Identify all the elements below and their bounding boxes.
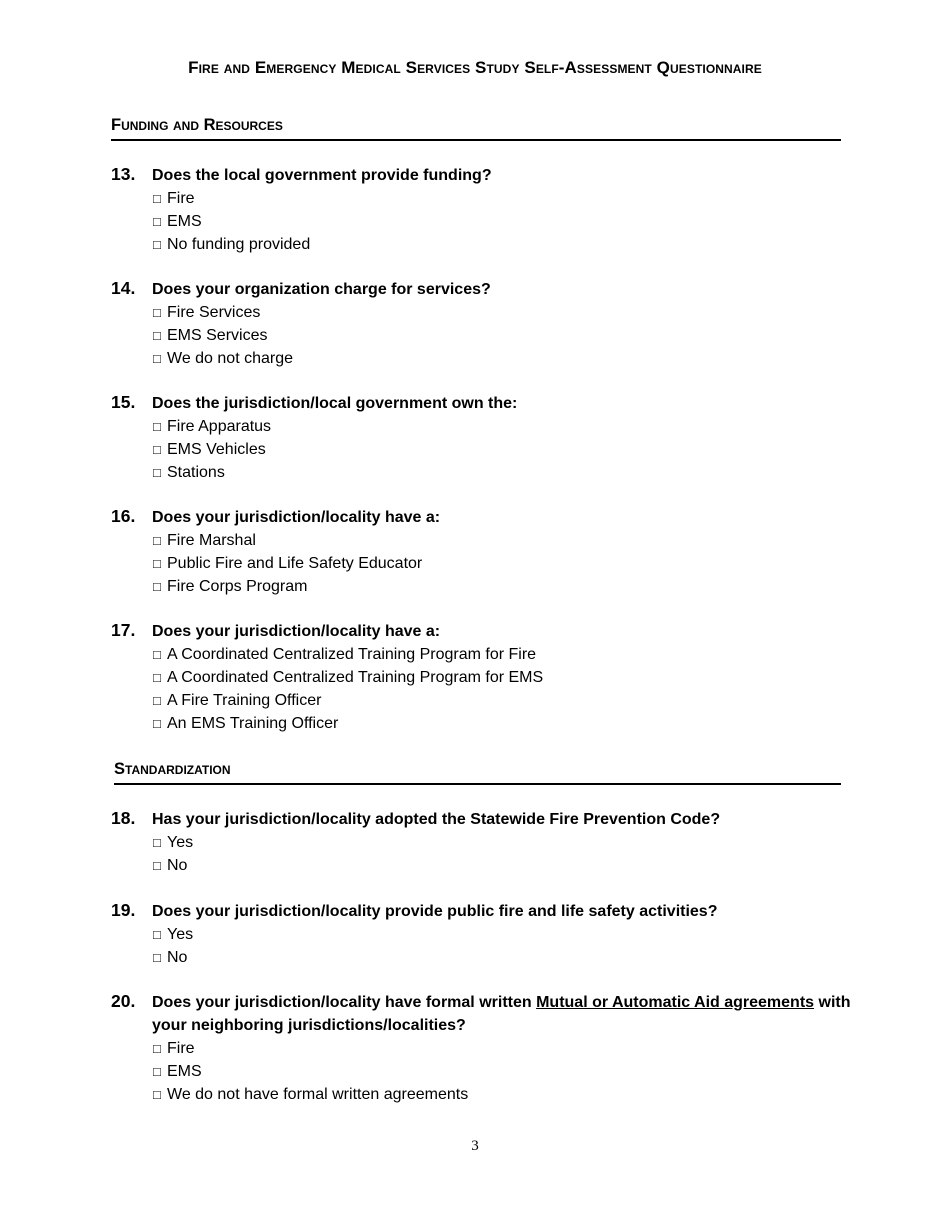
option-ems[interactable] xyxy=(153,1060,851,1083)
checkbox-icon[interactable]: □ xyxy=(153,237,161,252)
question-number: 16. xyxy=(111,506,136,526)
option-label: Fire Marshal xyxy=(167,532,256,549)
option-label: Fire Apparatus xyxy=(167,418,272,435)
option-ems-training-officer[interactable] xyxy=(153,712,851,735)
question-number: 20. xyxy=(111,991,136,1011)
option-no[interactable] xyxy=(153,946,851,969)
option-label: A Coordinated Centralized Training Program for Fire xyxy=(167,646,537,663)
option-label: EMS xyxy=(167,1063,202,1080)
checkbox-icon[interactable]: □ xyxy=(153,1064,161,1079)
option-fire-training-officer[interactable] xyxy=(153,689,851,712)
option-list xyxy=(111,529,851,598)
option-label: Fire xyxy=(167,1040,195,1057)
option-label: Yes xyxy=(167,926,194,943)
option-label: EMS xyxy=(167,213,202,230)
option-label: A Fire Training Officer xyxy=(167,692,322,709)
option-training-program-fire[interactable] xyxy=(153,643,851,666)
checkbox-icon[interactable]: □ xyxy=(153,950,161,965)
question-text: Does your jurisdiction/locality have a: xyxy=(152,623,441,640)
option-label: Public Fire and Life Safety Educator xyxy=(167,555,423,572)
checkbox-icon[interactable]: □ xyxy=(153,670,161,685)
option-label: Fire Services xyxy=(167,304,261,321)
option-fire-corps[interactable] xyxy=(153,575,851,598)
option-list xyxy=(111,1037,851,1106)
option-ems[interactable] xyxy=(153,210,851,233)
page-number: 3 xyxy=(471,1138,479,1154)
checkbox-icon[interactable]: □ xyxy=(153,579,161,594)
checkbox-icon[interactable]: □ xyxy=(153,465,161,480)
question-number: 18. xyxy=(111,808,136,828)
option-no[interactable] xyxy=(153,854,851,877)
checkbox-icon[interactable]: □ xyxy=(153,927,161,942)
option-training-program-ems[interactable] xyxy=(153,666,851,689)
option-fire-services[interactable] xyxy=(153,301,851,324)
checkbox-icon[interactable]: □ xyxy=(153,351,161,366)
option-fire[interactable] xyxy=(153,1037,851,1060)
option-label: Fire Corps Program xyxy=(167,578,308,595)
option-yes[interactable] xyxy=(153,923,851,946)
option-label: EMS Services xyxy=(167,327,268,344)
option-no-agreements[interactable] xyxy=(153,1083,851,1106)
question-14 xyxy=(111,278,851,370)
option-list xyxy=(111,923,851,969)
checkbox-icon[interactable]: □ xyxy=(153,693,161,708)
option-stations[interactable] xyxy=(153,461,851,484)
question-text: Does your jurisdiction/locality provide public fire and life safety activities? xyxy=(152,903,718,920)
option-label: An EMS Training Officer xyxy=(167,715,339,732)
option-label: We do not charge xyxy=(167,350,294,367)
option-do-not-charge[interactable] xyxy=(153,347,851,370)
checkbox-icon[interactable]: □ xyxy=(153,858,161,873)
option-ems-vehicles[interactable] xyxy=(153,438,851,461)
option-safety-educator[interactable] xyxy=(153,552,851,575)
option-no-funding[interactable] xyxy=(153,233,851,256)
option-list xyxy=(111,187,851,256)
option-label: No xyxy=(167,857,188,874)
question-text xyxy=(152,991,851,1037)
option-list xyxy=(111,831,851,877)
question-text-end: with your neighboring jurisdictions/localities? xyxy=(152,994,851,1034)
option-ems-services[interactable] xyxy=(153,324,851,347)
checkbox-icon[interactable]: □ xyxy=(153,533,161,548)
question-13 xyxy=(111,164,851,256)
checkbox-icon[interactable]: □ xyxy=(153,835,161,850)
question-20 xyxy=(111,991,851,1106)
option-label: Stations xyxy=(167,464,225,481)
checkbox-icon[interactable]: □ xyxy=(153,191,161,206)
question-text: Has your jurisdiction/locality adopted the Statewide Fire Prevention Code? xyxy=(152,811,721,828)
question-19 xyxy=(111,900,851,969)
option-label: Yes xyxy=(167,834,194,851)
question-text: Does your jurisdiction/locality have a: xyxy=(152,509,441,526)
question-number: 15. xyxy=(111,392,136,412)
mutual-aid-term: Mutual or Automatic Aid agreements xyxy=(536,994,815,1011)
checkbox-icon[interactable]: □ xyxy=(153,1087,161,1102)
option-list xyxy=(111,301,851,370)
question-text: Does your organization charge for services? xyxy=(152,281,491,298)
checkbox-icon[interactable]: □ xyxy=(153,442,161,457)
option-list xyxy=(111,415,851,484)
option-label: Fire xyxy=(167,190,195,207)
option-yes[interactable] xyxy=(153,831,851,854)
question-16 xyxy=(111,506,851,598)
section-heading-funding: Funding and Resources xyxy=(111,116,841,141)
page-title: Fire and Emergency Medical Services Study Self-Assessment Questionnaire xyxy=(188,58,762,77)
question-text: Does the jurisdiction/local government own the: xyxy=(152,395,518,412)
option-fire-apparatus[interactable] xyxy=(153,415,851,438)
checkbox-icon[interactable]: □ xyxy=(153,328,161,343)
option-label: We do not have formal written agreements xyxy=(167,1086,469,1103)
question-text: Does the local government provide funding? xyxy=(152,167,492,184)
option-label: EMS Vehicles xyxy=(167,441,266,458)
option-fire-marshal[interactable] xyxy=(153,529,851,552)
question-number: 19. xyxy=(111,900,136,920)
section-heading-standardization: Standardization xyxy=(114,760,841,785)
checkbox-icon[interactable]: □ xyxy=(153,1041,161,1056)
option-label: No funding provided xyxy=(167,236,311,253)
question-number: 17. xyxy=(111,620,136,640)
option-list xyxy=(111,643,851,735)
checkbox-icon[interactable]: □ xyxy=(153,305,161,320)
checkbox-icon[interactable]: □ xyxy=(153,716,161,731)
checkbox-icon[interactable]: □ xyxy=(153,214,161,229)
checkbox-icon[interactable]: □ xyxy=(153,419,161,434)
question-17 xyxy=(111,620,851,735)
option-fire[interactable] xyxy=(153,187,851,210)
option-label: No xyxy=(167,949,188,966)
question-number: 13. xyxy=(111,164,136,184)
question-text-start: Does your jurisdiction/locality have formal written xyxy=(152,994,537,1011)
checkbox-icon[interactable]: □ xyxy=(153,647,161,662)
checkbox-icon[interactable]: □ xyxy=(153,556,161,571)
question-number: 14. xyxy=(111,278,136,298)
option-label: A Coordinated Centralized Training Program for EMS xyxy=(167,669,544,686)
question-15 xyxy=(111,392,851,484)
question-18 xyxy=(111,808,851,877)
